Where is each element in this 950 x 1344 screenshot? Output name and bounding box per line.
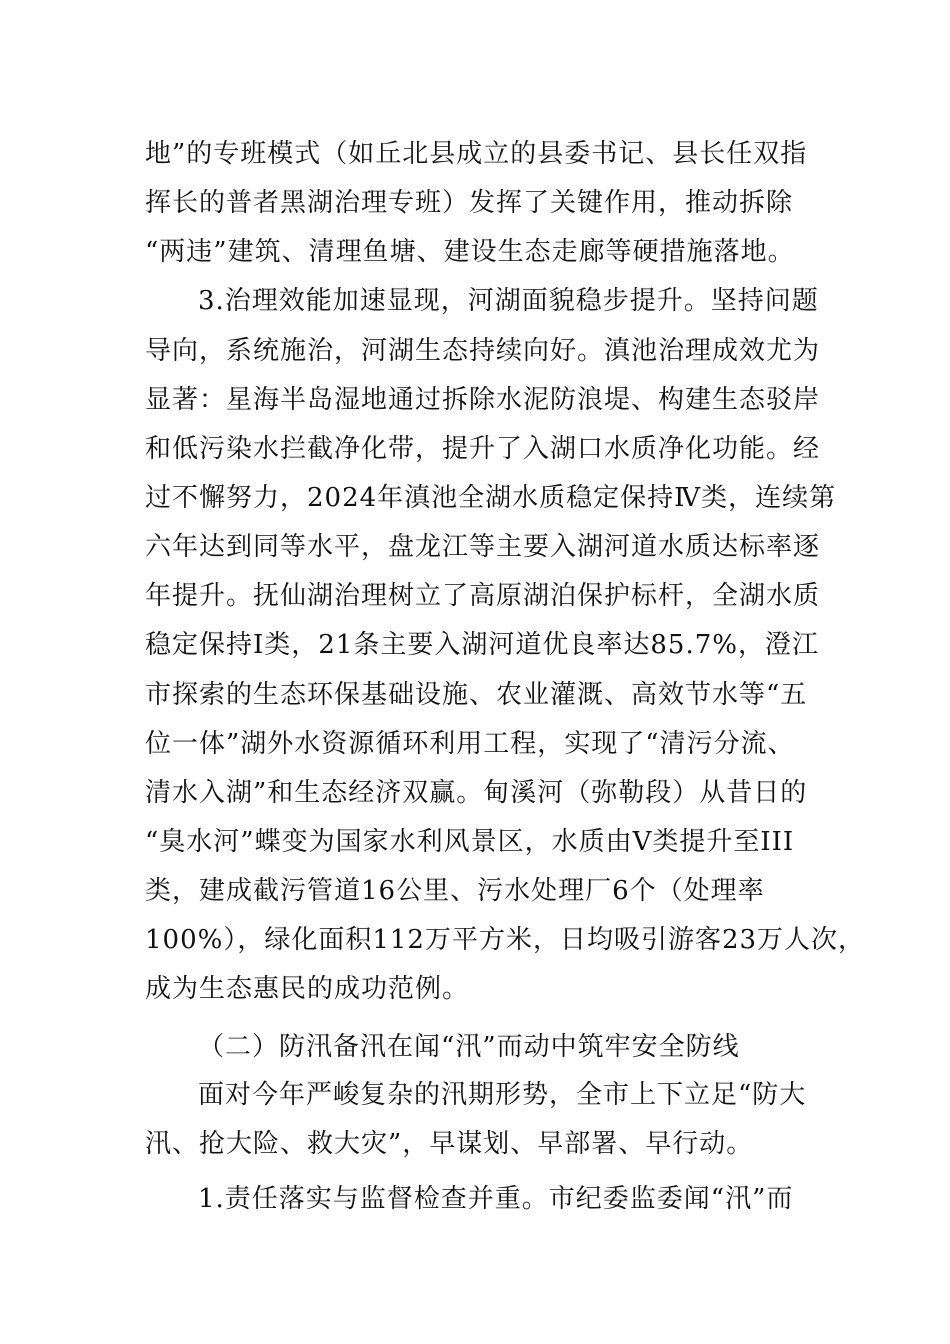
paragraph-start-line: 1.责任落实与监督检查并重。市纪委监委闻“汛”而 <box>198 1184 794 1214</box>
body-text-line: 类，建成截污管道16公里、污水处理厂6个（处理率 <box>145 876 765 906</box>
body-text-line: 100%），绿化面积112万平方米，日均吸引游客23万人次， <box>145 925 866 955</box>
body-text-line: 市探索的生态环保基础设施、农业灌溉、高效节水等“五 <box>145 680 808 710</box>
body-text-line: 显著：星海半岛湿地通过拆除水泥防浪堤、构建生态驳岸 <box>145 385 821 415</box>
body-text-line: 稳定保持Ⅰ类，21条主要入湖河道优良率达85.7%，澄江 <box>145 630 819 660</box>
body-text-line: 挥长的普者黑湖治理专班）发挥了关键作用，推动拆除 <box>145 188 794 218</box>
body-text-line: “臭水河”蝶变为国家水利风景区，水质由Ⅴ类提升至III <box>145 827 795 857</box>
body-text-line: “两违”建筑、清理鱼塘、建设生态走廊等硬措施落地。 <box>145 237 795 267</box>
body-text-line: 六年达到同等水平，盘龙江等主要入湖河道水质达标率逐 <box>145 532 821 562</box>
paragraph-start-line: 3.治理效能加速显现，河湖面貌稳步提升。坚持问题 <box>198 286 819 316</box>
paragraph-start-line: 面对今年严峻复杂的汛期形势，全市上下立足“防大 <box>198 1080 807 1110</box>
body-text-line: 位一体”湖外水资源循环利用工程，实现了“清污分流、 <box>145 729 795 759</box>
body-text-line: 和低污染水拦截净化带，提升了入湖口水质净化功能。经 <box>145 434 821 464</box>
section-heading: （二）防汛备汛在闻“汛”而动中筑牢安全防线 <box>198 1032 740 1062</box>
body-text-line: 年提升。抚仙湖治理树立了高原湖泊保护标杆，全湖水质 <box>145 581 821 611</box>
body-text-line: 地”的专班模式（如丘北县成立的县委书记、县长任双指 <box>145 139 808 169</box>
body-text-line: 过不懈努力，2024年滇池全湖水质稳定保持Ⅳ类，连续第 <box>145 483 837 513</box>
body-text-line: 汛、抢大险、救大灾”，早谋划、早部署、早行动。 <box>145 1129 754 1159</box>
body-text-line: 成为生态惠民的成功范例。 <box>145 974 470 1004</box>
body-text-line: 清水入湖”和生态经济双赢。甸溪河（弥勒段）从昔日的 <box>145 778 808 808</box>
body-text-line: 导向，系统施治，河湖生态持续向好。滇池治理成效尤为 <box>145 336 821 366</box>
